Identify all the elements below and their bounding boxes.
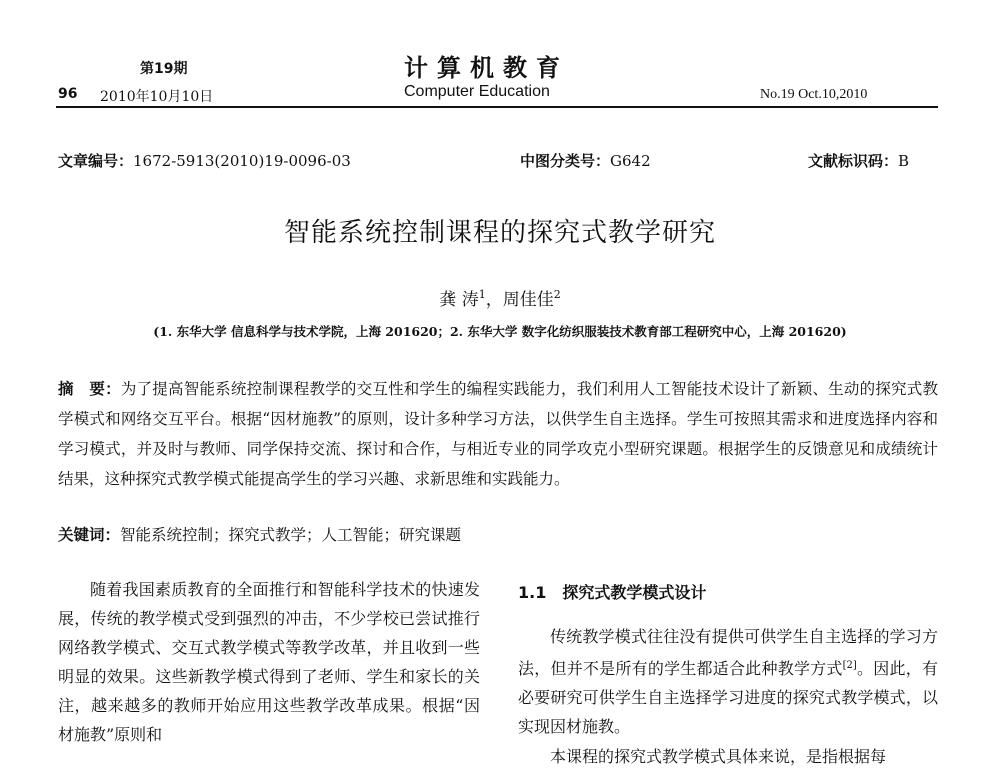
body-left-paragraph: 随着我国素质教育的全面推行和智能科学技术的快速发展，传统的教学模式受到强烈的冲击，不少学校已尝试推行网络教学模式、交互式教学模式等教学改革，并且收到一些明显的效果。这些新教学模式得到了老师、学生和家长的关注，越来越多的教师开始应用这些教学改革成果。根据“因材施教”原则和 xyxy=(58,580,480,744)
author-2: 周佳佳 xyxy=(502,290,554,310)
author-2-affil-mark: 2 xyxy=(553,288,561,301)
header-rule xyxy=(56,106,938,108)
author-line xyxy=(0,285,1000,310)
keywords xyxy=(58,523,938,545)
header-journal-title-en: Computer Education xyxy=(404,83,550,100)
header-volume-en: No.19 Oct.10,2010 xyxy=(760,87,868,102)
header-page-number: 96 xyxy=(58,86,78,102)
article-number-label: 文章编号： xyxy=(58,152,134,170)
affiliations: (1. 东华大学 信息科学与技术学院，上海 201620；2. 东华大学 数字化纺织服装技术教育部工程研究中心，上海 201620) xyxy=(153,324,847,339)
document-code-label: 文献标识码： xyxy=(808,152,899,170)
author-separator: ， xyxy=(485,290,503,310)
abstract-label: 摘 要： xyxy=(58,380,121,398)
clc-number xyxy=(520,150,651,171)
document-code-value: B xyxy=(898,152,910,170)
body-right-paragraph-1-main: 传统教学模式往往没有提供可供学生自主选择的学习方法，但并不是所有的学生都适合此种教学方式 xyxy=(518,627,938,678)
body-right-paragraph-2: 本课程的探究式教学模式具体来说，是指根据每 xyxy=(550,747,887,766)
keywords-label: 关键词： xyxy=(58,526,121,544)
document-code xyxy=(808,150,909,171)
article-number xyxy=(58,150,351,171)
author-1: 龚 涛 xyxy=(439,290,479,310)
section-heading-1-1: 1.1 探究式教学模式设计 xyxy=(518,583,707,602)
clc-label: 中图分类号： xyxy=(520,152,611,170)
citation-mark: [2] xyxy=(842,660,857,671)
body-right-paragraph-1-rest: 。因此，有必要研究可供学生自主选择学习进度的探究式教学模式，以实现因材施教。 xyxy=(518,659,938,736)
paper-title: 智能系统控制课程的探究式教学研究 xyxy=(283,218,716,248)
header-date: 2010年10月10日 xyxy=(100,89,214,105)
author-1-affil-mark: 1 xyxy=(478,288,486,301)
body-right-paragraph-1 xyxy=(518,622,938,741)
article-number-value: 1672-5913(2010)19-0096-03 xyxy=(133,152,351,170)
clc-value: G642 xyxy=(610,152,651,170)
header-issue: 第19期 xyxy=(140,61,188,77)
abstract-text: 为了提高智能系统控制课程教学的交互性和学生的编程实践能力，我们利用人工智能技术设计了新颖、生动的探究式教学模式和网络交互平台。根据“因材施教”的原则，设计多种学习方法，以供学生自主选择。学生可按照其需求和进度选择内容和学习模式，并及时与教师、同学保持交流、探讨和合作，与相近专业的同学攻克小型研究课题。根据学生的反馈意见和成绩统计结果，这种探究式教学模式能提高学生的学习兴趣、求新思维和实践能力。 xyxy=(58,380,938,488)
abstract xyxy=(58,374,938,494)
header-journal-title-cn: 计算机教育 xyxy=(404,54,569,82)
keywords-text: 智能系统控制；探究式教学；人工智能；研究课题 xyxy=(120,526,462,544)
